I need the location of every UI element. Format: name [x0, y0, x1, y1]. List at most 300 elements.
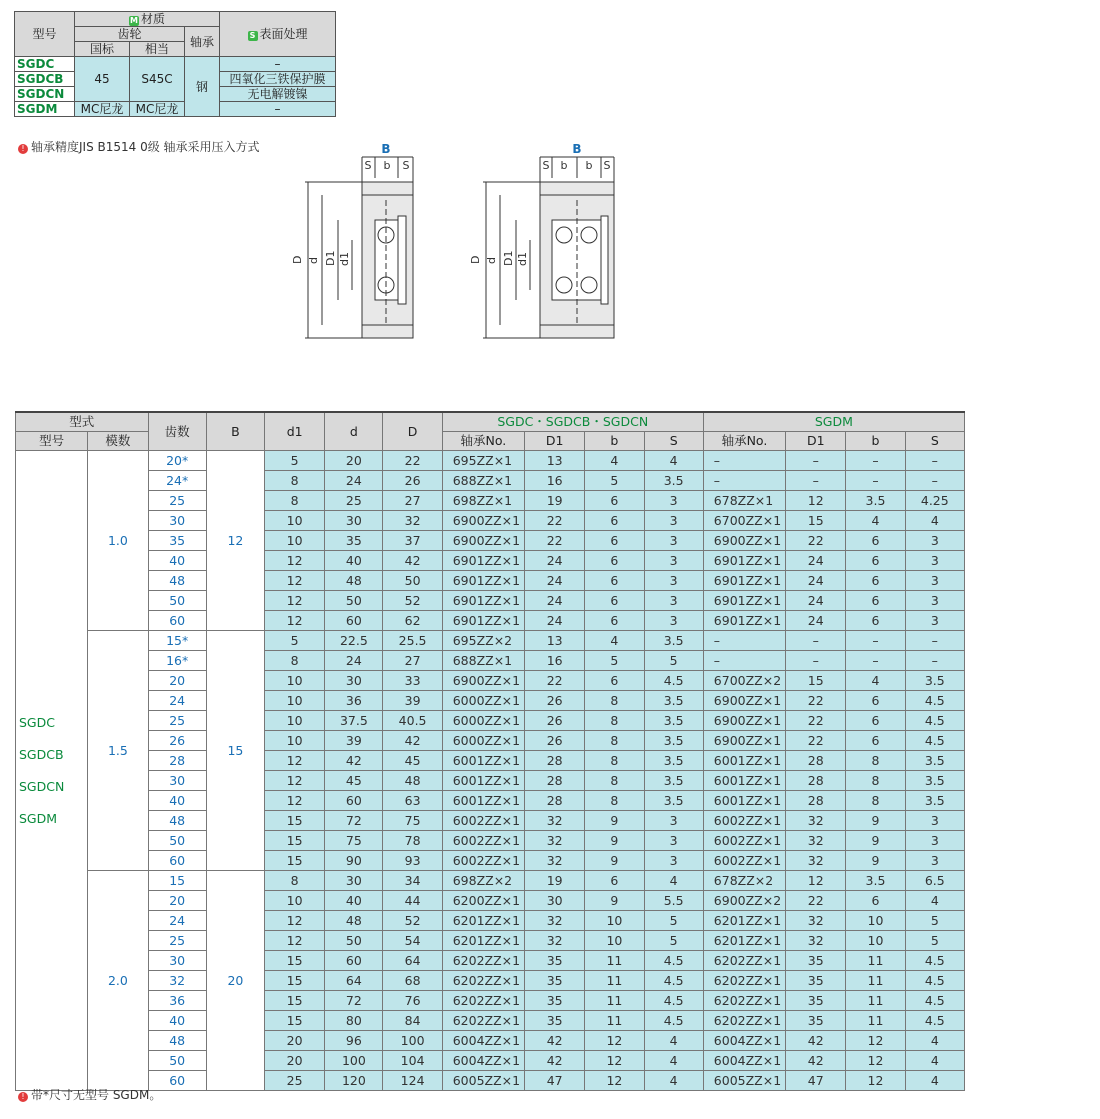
D-cell: 63 — [383, 791, 442, 811]
table-row — [16, 911, 965, 931]
teeth-cell: 16* — [148, 651, 206, 671]
D-cell: 27 — [383, 491, 442, 511]
sgdm-bearing-cell: 6202ZZ×1 — [703, 991, 785, 1011]
bb-dim-label: b — [560, 159, 568, 172]
D1-cell: 22 — [525, 671, 585, 691]
d1-cell: 15 — [265, 951, 325, 971]
D-cell: 22 — [383, 451, 442, 471]
d1-cell: 20 — [265, 1051, 325, 1071]
d1-cell: 5 — [265, 451, 325, 471]
D-cell: 25.5 — [383, 631, 442, 651]
D-cell: 34 — [383, 871, 442, 891]
sgdm-D1-cell: 28 — [786, 751, 846, 771]
bearing-cell: 6901ZZ×1 — [442, 611, 524, 631]
d-cell: 20 — [325, 451, 383, 471]
sgdm-S-cell: 4.5 — [905, 691, 964, 711]
sgdm-D1-cell: 32 — [786, 811, 846, 831]
sgdm-S-cell: 3.5 — [905, 771, 964, 791]
h-S: S — [905, 432, 964, 451]
b-cell: 6 — [585, 551, 644, 571]
sgdm-S-cell: 3 — [905, 851, 964, 871]
d-cell: 30 — [325, 511, 383, 531]
teeth-cell: 60 — [148, 851, 206, 871]
table-row — [16, 791, 965, 811]
teeth-cell: 35 — [148, 531, 206, 551]
d1-cell: 8 — [265, 651, 325, 671]
h-D1: D1 — [525, 432, 585, 451]
b-cell: 9 — [585, 831, 644, 851]
sgdm-D1-cell: 22 — [786, 731, 846, 751]
d1-cell: 10 — [265, 891, 325, 911]
d-cell: 25 — [325, 491, 383, 511]
mat-eq-s45c: S45C — [130, 57, 185, 102]
sgdm-b-cell: – — [846, 471, 905, 491]
h-group-sgdm: SGDM — [703, 412, 964, 432]
sgdm-b-cell: 4 — [846, 671, 905, 691]
b-cell: 5 — [585, 471, 644, 491]
S-cell: 3 — [644, 551, 703, 571]
table-row — [16, 991, 965, 1011]
bearing-cell: 6202ZZ×1 — [442, 971, 524, 991]
sgdm-D1-cell: 12 — [786, 871, 846, 891]
sgdm-bearing-cell: 6201ZZ×1 — [703, 911, 785, 931]
bearing-cell: 6900ZZ×1 — [442, 511, 524, 531]
gear-drawings — [0, 140, 700, 350]
teeth-cell: 48 — [148, 811, 206, 831]
sgdm-D1-cell: 22 — [786, 531, 846, 551]
D1-cell: 30 — [525, 891, 585, 911]
S-cell: 3.5 — [644, 751, 703, 771]
d1-dim-label: d1 — [338, 252, 351, 266]
d1-cell: 10 — [265, 511, 325, 531]
sgdm-b-cell: 6 — [846, 611, 905, 631]
sgdm-b-cell: 6 — [846, 531, 905, 551]
d1-cell: 15 — [265, 811, 325, 831]
h-bearing: 轴承No. — [442, 432, 524, 451]
b-cell: 12 — [585, 1051, 644, 1071]
sgdm-b-cell: 6 — [846, 731, 905, 751]
mat-eq-mc: MC尼龙 — [130, 102, 185, 117]
D-cell: 52 — [383, 911, 442, 931]
sgdm-b-cell: – — [846, 631, 905, 651]
S-cell: 4.5 — [644, 991, 703, 1011]
sgdm-D1-cell: 24 — [786, 591, 846, 611]
b-cell: 11 — [585, 951, 644, 971]
sgdm-bearing-cell: 6901ZZ×1 — [703, 611, 785, 631]
mat-bearing-steel: 钢 — [185, 57, 220, 117]
sgdm-S-cell: 3 — [905, 811, 964, 831]
d-cell: 24 — [325, 651, 383, 671]
module-cell: 1.5 — [88, 631, 148, 871]
b-cell: 10 — [585, 911, 644, 931]
bearing-cell: 695ZZ×1 — [442, 451, 524, 471]
D1-cell: 32 — [525, 851, 585, 871]
sgdm-bearing-cell: 6900ZZ×1 — [703, 531, 785, 551]
teeth-cell: 24 — [148, 691, 206, 711]
sgdm-D1-cell: 42 — [786, 1031, 846, 1051]
D1-cell: 24 — [525, 571, 585, 591]
teeth-cell: 32 — [148, 971, 206, 991]
D-cell: 50 — [383, 571, 442, 591]
sgdm-b-cell: 10 — [846, 931, 905, 951]
D1-cell: 28 — [525, 771, 585, 791]
d1-cell: 10 — [265, 731, 325, 751]
bearing-cell: 695ZZ×2 — [442, 631, 524, 651]
d1-cell: 12 — [265, 751, 325, 771]
D-dim-label: D — [469, 255, 482, 264]
sgdm-D1-cell: 15 — [786, 511, 846, 531]
table-row — [16, 571, 965, 591]
S-cell: 3 — [644, 851, 703, 871]
table-row — [16, 551, 965, 571]
s-dim-label: S — [542, 159, 550, 172]
table-row — [16, 1051, 965, 1071]
b-cell: 8 — [585, 731, 644, 751]
b-cell: 6 — [585, 491, 644, 511]
b-cell: 6 — [585, 571, 644, 591]
sgdm-D1-cell: 35 — [786, 971, 846, 991]
d1-cell: 8 — [265, 491, 325, 511]
sgdm-S-cell: 3 — [905, 531, 964, 551]
sgdm-S-cell: 4.5 — [905, 991, 964, 1011]
sgdm-S-cell: 3 — [905, 611, 964, 631]
d1-cell: 10 — [265, 691, 325, 711]
sgdm-D1-cell: 35 — [786, 951, 846, 971]
D1-cell: 32 — [525, 831, 585, 851]
S-cell: 3.5 — [644, 771, 703, 791]
teeth-cell: 40 — [148, 551, 206, 571]
sgdm-b-cell: – — [846, 651, 905, 671]
sgdm-bearing-cell: 6001ZZ×1 — [703, 791, 785, 811]
bearing-cell: 688ZZ×1 — [442, 651, 524, 671]
mat-surface: – — [220, 57, 336, 72]
h-teeth: 齿数 — [148, 412, 206, 451]
D1-cell: 16 — [525, 651, 585, 671]
b-cell: 12 — [585, 1071, 644, 1091]
D1-cell: 42 — [525, 1031, 585, 1051]
mat-h-std: 国标 — [75, 42, 130, 57]
sgdm-b-cell: 11 — [846, 951, 905, 971]
d1-cell: 15 — [265, 1011, 325, 1031]
bearing-cell: 6004ZZ×1 — [442, 1031, 524, 1051]
D1-cell: 16 — [525, 471, 585, 491]
teeth-cell: 30 — [148, 771, 206, 791]
d1-cell: 15 — [265, 851, 325, 871]
teeth-cell: 25 — [148, 491, 206, 511]
bearing-cell: 6201ZZ×1 — [442, 931, 524, 951]
b-cell: 9 — [585, 851, 644, 871]
d1-cell: 12 — [265, 611, 325, 631]
sgdm-S-cell: 6.5 — [905, 871, 964, 891]
D-cell: 93 — [383, 851, 442, 871]
D-cell: 62 — [383, 611, 442, 631]
sgdm-S-cell: 4 — [905, 511, 964, 531]
D1-cell: 13 — [525, 451, 585, 471]
sgdm-S-cell: 5 — [905, 911, 964, 931]
sgdm-S-cell: 3 — [905, 551, 964, 571]
sgdm-S-cell: 3.5 — [905, 791, 964, 811]
table-row — [16, 871, 965, 891]
S-cell: 3.5 — [644, 631, 703, 651]
sgdm-D1-cell: 22 — [786, 891, 846, 911]
sgdm-S-cell: 4 — [905, 1031, 964, 1051]
sgdm-D1-cell: – — [786, 451, 846, 471]
sgdm-S-cell: 4.5 — [905, 971, 964, 991]
d-cell: 96 — [325, 1031, 383, 1051]
spec-table-body — [16, 451, 965, 1091]
sgdm-S-cell: 4.25 — [905, 491, 964, 511]
mat-h-bearing: 轴承 — [185, 27, 220, 57]
d-cell: 40 — [325, 551, 383, 571]
sgdm-D1-cell: 35 — [786, 1011, 846, 1031]
sgdm-D1-cell: 24 — [786, 571, 846, 591]
sgdm-S-cell: 3.5 — [905, 671, 964, 691]
S-cell: 4.5 — [644, 1011, 703, 1031]
teeth-cell: 30 — [148, 511, 206, 531]
bearing-cell: 6901ZZ×1 — [442, 571, 524, 591]
d1-cell: 12 — [265, 571, 325, 591]
teeth-cell: 40 — [148, 791, 206, 811]
teeth-cell: 26 — [148, 731, 206, 751]
b-cell: 6 — [585, 671, 644, 691]
mat-std-mc: MC尼龙 — [75, 102, 130, 117]
h-group-sgdc: SGDC・SGDCB・SGDCN — [442, 412, 703, 432]
d-dim-label: d — [307, 257, 320, 264]
d1-cell: 10 — [265, 531, 325, 551]
sgdm-bearing-cell: 6002ZZ×1 — [703, 811, 785, 831]
bearing-cell: 6001ZZ×1 — [442, 771, 524, 791]
D-cell: 27 — [383, 651, 442, 671]
D1-cell: 19 — [525, 491, 585, 511]
sgdm-bearing-cell: 6001ZZ×1 — [703, 771, 785, 791]
B-cell: 15 — [206, 631, 264, 871]
S-cell: 3 — [644, 811, 703, 831]
sgdm-b-cell: 8 — [846, 771, 905, 791]
sgdm-S-cell: – — [905, 451, 964, 471]
d1-cell: 12 — [265, 591, 325, 611]
table-row — [16, 531, 965, 551]
sgdm-D1-cell: – — [786, 631, 846, 651]
sgdm-S-cell: 5 — [905, 931, 964, 951]
sgdm-bearing-cell: 6004ZZ×1 — [703, 1051, 785, 1071]
D-cell: 124 — [383, 1071, 442, 1091]
b-cell: 9 — [585, 811, 644, 831]
sgdm-D1-cell: – — [786, 471, 846, 491]
h-b: b — [846, 432, 905, 451]
d-cell: 80 — [325, 1011, 383, 1031]
S-cell: 3 — [644, 831, 703, 851]
S-cell: 3.5 — [644, 471, 703, 491]
d-cell: 60 — [325, 951, 383, 971]
sgdm-bearing-cell: 6700ZZ×2 — [703, 671, 785, 691]
table-row — [16, 511, 965, 531]
sgdm-D1-cell: 15 — [786, 671, 846, 691]
S-cell: 3 — [644, 511, 703, 531]
teeth-cell: 36 — [148, 991, 206, 1011]
sgdm-bearing-cell: 6700ZZ×1 — [703, 511, 785, 531]
sgdm-b-cell: 6 — [846, 691, 905, 711]
d-cell: 22.5 — [325, 631, 383, 651]
single-bearing-drawing — [291, 142, 413, 338]
D-cell: 44 — [383, 891, 442, 911]
D-cell: 104 — [383, 1051, 442, 1071]
h-D: D — [383, 412, 442, 451]
teeth-cell: 24 — [148, 911, 206, 931]
D1-cell: 13 — [525, 631, 585, 651]
D1-cell: 47 — [525, 1071, 585, 1091]
sgdm-D1-cell: 32 — [786, 851, 846, 871]
S-cell: 3 — [644, 531, 703, 551]
bearing-cell: 6202ZZ×1 — [442, 1011, 524, 1031]
notice-icon: ! — [18, 144, 28, 154]
bearing-cell: 698ZZ×1 — [442, 491, 524, 511]
D-cell: 64 — [383, 951, 442, 971]
table-row — [16, 611, 965, 631]
D-cell: 48 — [383, 771, 442, 791]
d1-cell: 12 — [265, 551, 325, 571]
bearing-cell: 6200ZZ×1 — [442, 891, 524, 911]
teeth-cell: 60 — [148, 611, 206, 631]
teeth-cell: 20 — [148, 671, 206, 691]
spec-table — [15, 411, 965, 1091]
mat-surface: 无电解镀镍 — [220, 87, 336, 102]
b-cell: 8 — [585, 711, 644, 731]
mat-model: SGDC — [15, 57, 75, 72]
S-cell: 4.5 — [644, 971, 703, 991]
S-cell: 3 — [644, 591, 703, 611]
sgdm-b-cell: 12 — [846, 1031, 905, 1051]
sgdm-S-cell: 4 — [905, 891, 964, 911]
D1-dim-label: D1 — [324, 250, 337, 266]
teeth-cell: 48 — [148, 571, 206, 591]
table-row — [16, 1031, 965, 1051]
surface-badge-icon: S — [248, 31, 258, 41]
sgdm-D1-cell: 47 — [786, 1071, 846, 1091]
sgdm-S-cell: 4 — [905, 1051, 964, 1071]
d-cell: 30 — [325, 871, 383, 891]
teeth-cell: 24* — [148, 471, 206, 491]
sgdm-b-cell: 4 — [846, 511, 905, 531]
h-B: B — [206, 412, 264, 451]
teeth-cell: 50 — [148, 831, 206, 851]
d1-cell: 12 — [265, 771, 325, 791]
bearing-cell: 6002ZZ×1 — [442, 811, 524, 831]
sgdm-bearing-cell: 678ZZ×2 — [703, 871, 785, 891]
d-cell: 40 — [325, 891, 383, 911]
h-d1: d1 — [265, 412, 325, 451]
teeth-cell: 20* — [148, 451, 206, 471]
type-model: SGDCN — [19, 778, 65, 794]
sgdm-D1-cell: 32 — [786, 911, 846, 931]
d-cell: 48 — [325, 571, 383, 591]
d1-cell: 8 — [265, 471, 325, 491]
sgdm-bearing-cell: 6901ZZ×1 — [703, 571, 785, 591]
d1-cell: 5 — [265, 631, 325, 651]
sgdm-D1-cell: 28 — [786, 791, 846, 811]
double-bearing-drawing — [469, 142, 614, 338]
D1-cell: 24 — [525, 611, 585, 631]
bearing-cell: 6004ZZ×1 — [442, 1051, 524, 1071]
d-cell: 45 — [325, 771, 383, 791]
sgdm-D1-cell: – — [786, 651, 846, 671]
teeth-cell: 40 — [148, 1011, 206, 1031]
sgdm-bearing-cell: – — [703, 451, 785, 471]
sgdm-S-cell: 4 — [905, 1071, 964, 1091]
sgdm-D1-cell: 22 — [786, 711, 846, 731]
table-row — [16, 471, 965, 491]
d1-cell: 8 — [265, 871, 325, 891]
sgdm-bearing-cell: 6900ZZ×1 — [703, 691, 785, 711]
sgdm-D1-cell: 35 — [786, 991, 846, 1011]
module-cell: 2.0 — [88, 871, 148, 1091]
h-S: S — [644, 432, 703, 451]
d-cell: 75 — [325, 831, 383, 851]
b-cell: 6 — [585, 531, 644, 551]
material-badge-icon: M — [130, 16, 138, 25]
bearing-cell: 6002ZZ×1 — [442, 851, 524, 871]
mat-model: SGDCN — [15, 87, 75, 102]
B-cell: 20 — [206, 871, 264, 1091]
S-cell: 4 — [644, 871, 703, 891]
type-model: SGDCB — [19, 746, 64, 762]
sgdm-b-cell: 6 — [846, 551, 905, 571]
sgdm-D1-cell: 42 — [786, 1051, 846, 1071]
d-cell: 90 — [325, 851, 383, 871]
b-cell: 5 — [585, 651, 644, 671]
d-cell: 39 — [325, 731, 383, 751]
h-bearing: 轴承No. — [703, 432, 785, 451]
d-cell: 48 — [325, 911, 383, 931]
D-cell: 39 — [383, 691, 442, 711]
D1-cell: 35 — [525, 991, 585, 1011]
sgdm-S-cell: 3.5 — [905, 751, 964, 771]
d1-cell: 12 — [265, 791, 325, 811]
d1-cell: 12 — [265, 931, 325, 951]
teeth-cell: 15 — [148, 871, 206, 891]
sgdm-b-cell: 12 — [846, 1071, 905, 1091]
teeth-cell: 20 — [148, 891, 206, 911]
D1-cell: 24 — [525, 591, 585, 611]
bearing-cell: 6002ZZ×1 — [442, 831, 524, 851]
D1-cell: 35 — [525, 971, 585, 991]
D1-cell: 32 — [525, 911, 585, 931]
table-row — [16, 951, 965, 971]
sgdm-bearing-cell: 6900ZZ×2 — [703, 891, 785, 911]
D1-cell: 26 — [525, 711, 585, 731]
table-row — [16, 971, 965, 991]
sgdm-bearing-cell: – — [703, 631, 785, 651]
mat-surface: 四氧化三铁保护膜 — [220, 72, 336, 87]
D-cell: 84 — [383, 1011, 442, 1031]
bearing-cell: 6900ZZ×1 — [442, 671, 524, 691]
bearing-cell: 6901ZZ×1 — [442, 591, 524, 611]
b-cell: 4 — [585, 631, 644, 651]
D-cell: 26 — [383, 471, 442, 491]
sgdm-b-cell: 6 — [846, 591, 905, 611]
sgdm-bearing-cell: 6900ZZ×1 — [703, 731, 785, 751]
b-cell: 8 — [585, 751, 644, 771]
sgdm-D1-cell: 22 — [786, 691, 846, 711]
B-cell: 12 — [206, 451, 264, 631]
bearing-cell: 6201ZZ×1 — [442, 911, 524, 931]
d-cell: 42 — [325, 751, 383, 771]
d-cell: 100 — [325, 1051, 383, 1071]
s-dim-label: S — [603, 159, 611, 172]
mat-std-45: 45 — [75, 57, 130, 102]
sgdm-b-cell: 6 — [846, 891, 905, 911]
mat-h-eq: 相当 — [130, 42, 185, 57]
bearing-cell: 6202ZZ×1 — [442, 991, 524, 1011]
